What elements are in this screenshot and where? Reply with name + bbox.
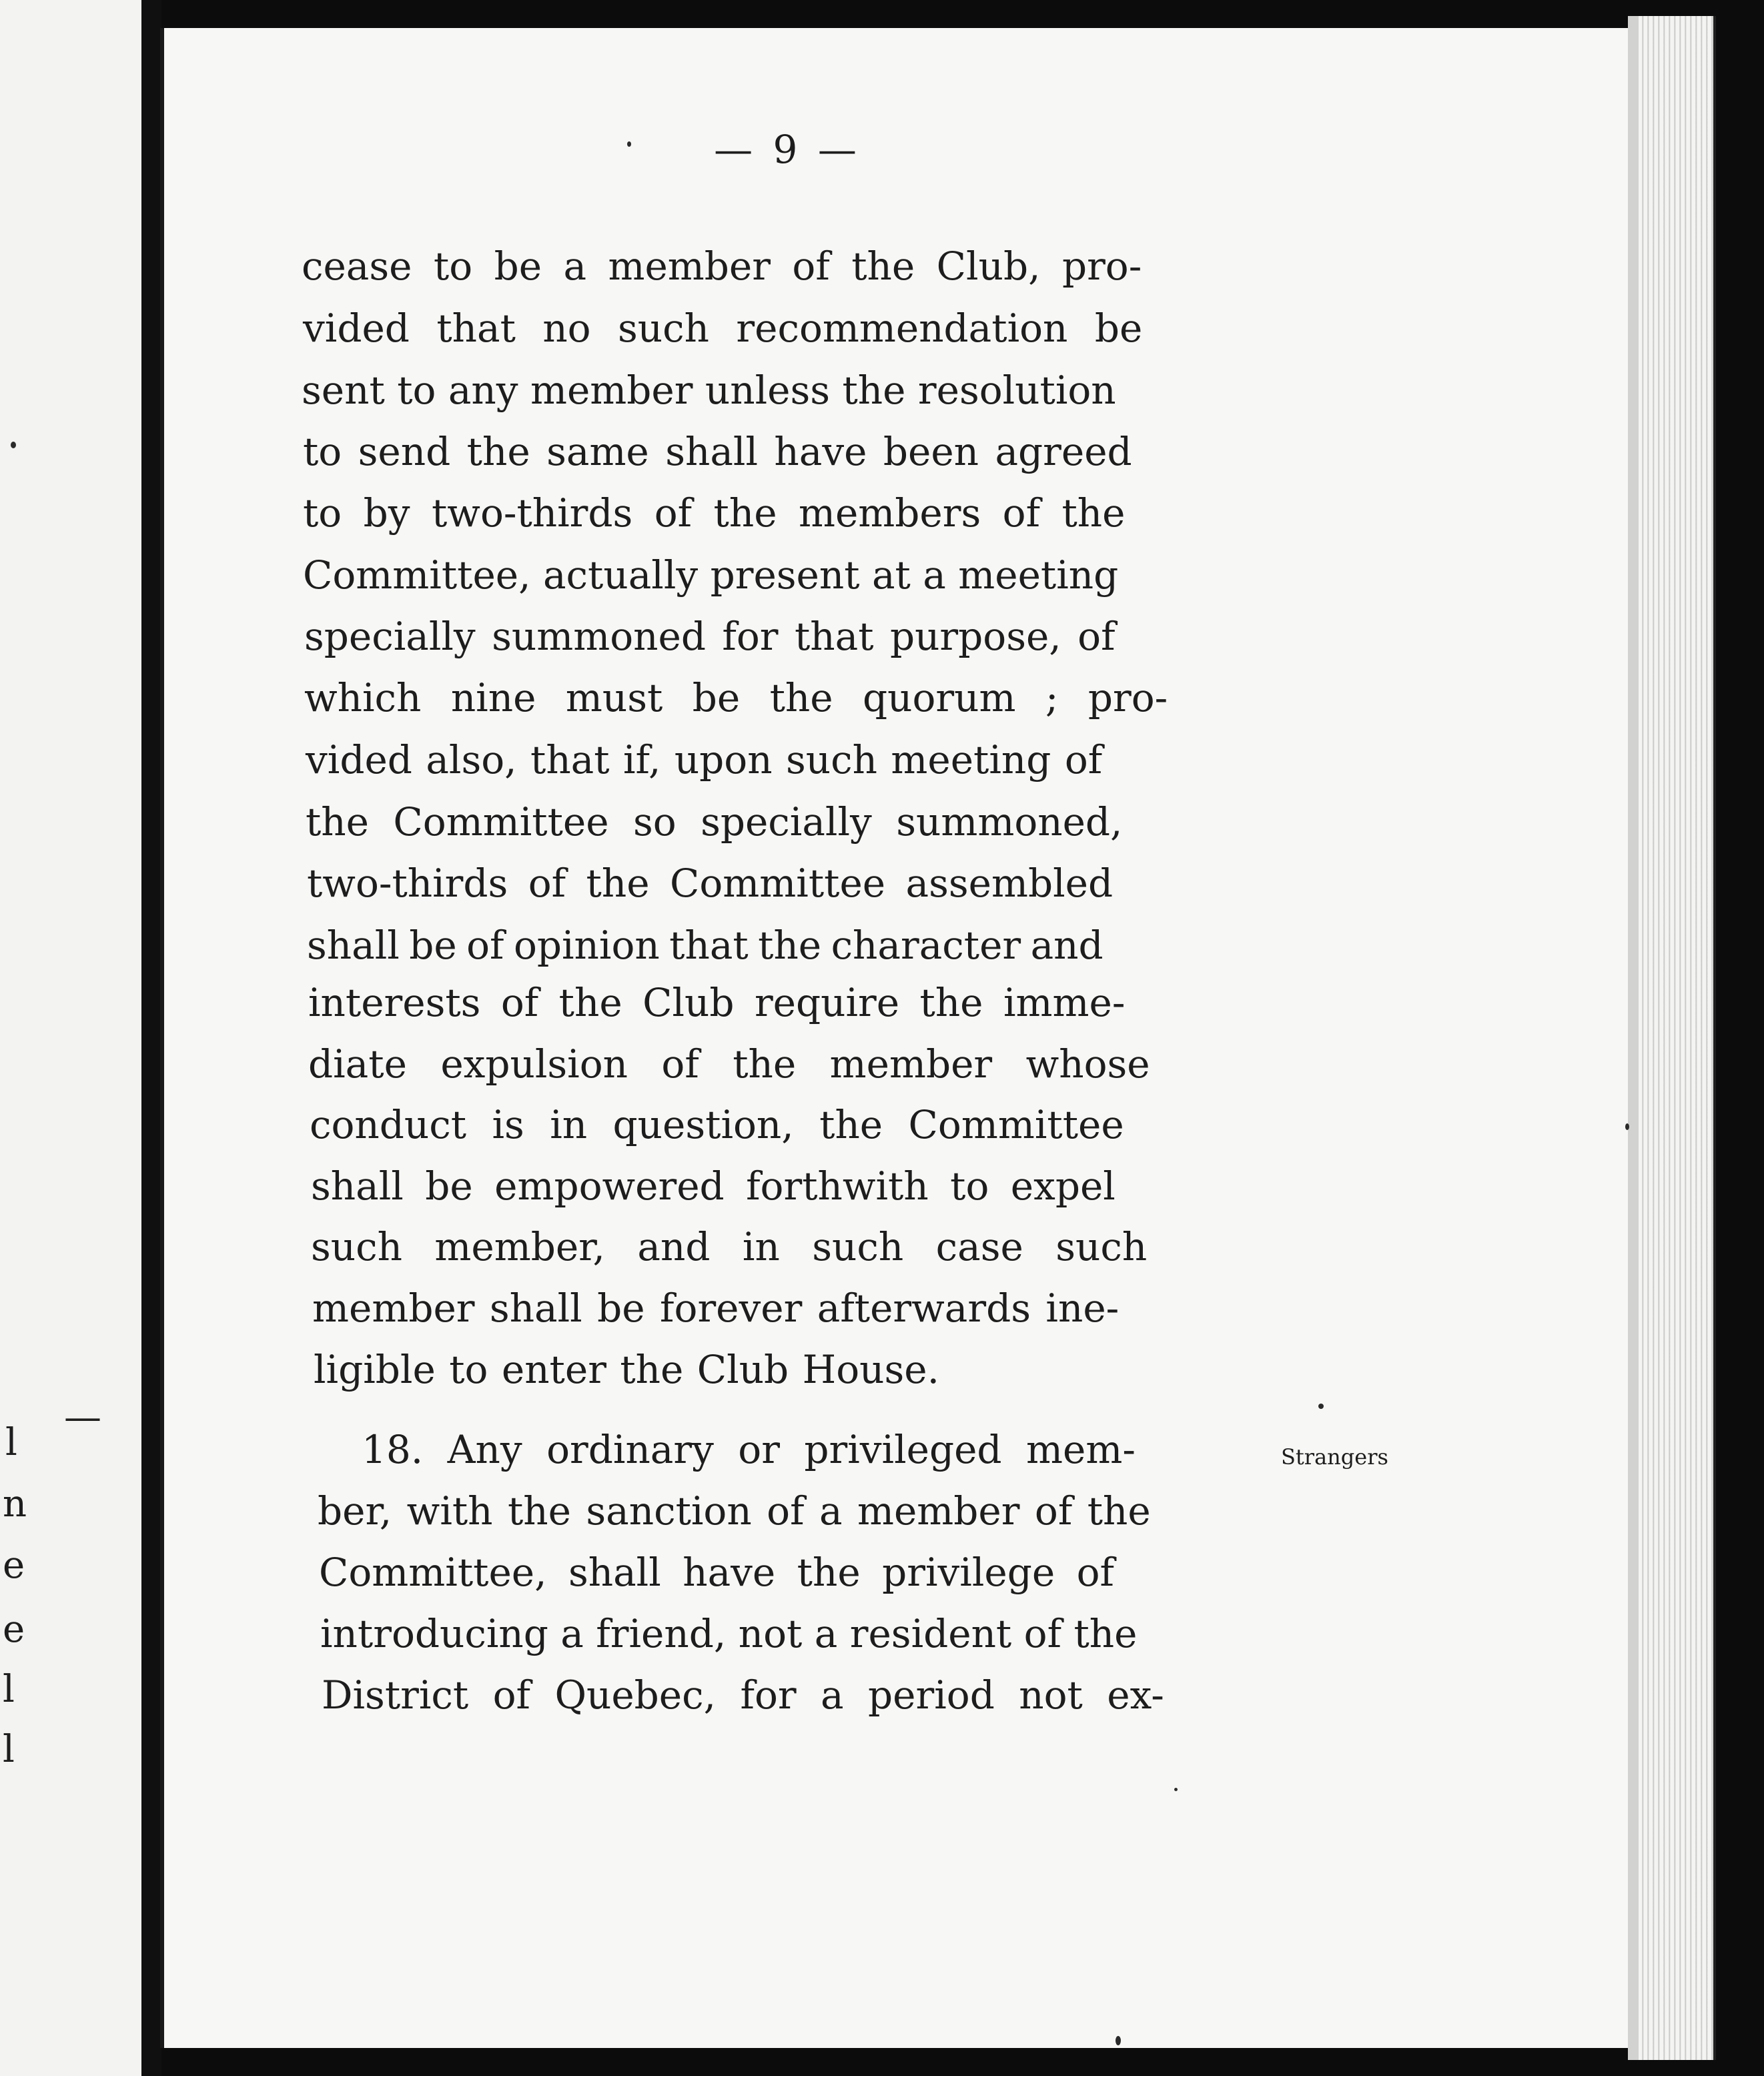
text-line: member shall be forever afterwards ine- [312, 1285, 1120, 1331]
text-line: cease to be a member of the Club, pro- [302, 243, 1142, 289]
text-line: vided also, that if, upon such meeting of [306, 737, 1103, 783]
text-line: shall be empowered forthwith to expel [311, 1163, 1116, 1209]
left-page-fragment: e [3, 1544, 25, 1587]
text-line: specially summoned for that purpose, of [304, 614, 1116, 659]
print-speck [1625, 1123, 1629, 1130]
text-line: introducing a friend, not a resident of the [320, 1611, 1138, 1656]
text-line: the Committee so specially summoned, [306, 799, 1123, 845]
left-page-edge [0, 0, 141, 2076]
text-line: 18. Any ordinary or privileged mem- [362, 1427, 1136, 1472]
print-speck [1116, 2036, 1121, 2045]
text-line: which nine must be the quorum ; pro- [304, 675, 1168, 720]
print-speck [11, 442, 16, 448]
margin-note: Strangers [1281, 1444, 1388, 1470]
text-line: sent to any member unless the resolution [302, 368, 1116, 413]
left-page-fragment: — [64, 1396, 101, 1439]
text-line: Committee, actually present at a meeting [303, 552, 1119, 598]
text-line: interests of the Club require the imme- [308, 980, 1126, 1025]
text-line: vided that no such recommendation be [303, 306, 1143, 351]
text-line: ligible to enter the Club House. [314, 1347, 939, 1392]
left-page-fragment: l [3, 1728, 15, 1771]
text-line: two-thirds of the Committee assembled [307, 861, 1114, 906]
left-page-fragment: e [3, 1608, 25, 1651]
text-line: conduct is in question, the Committee [310, 1102, 1124, 1147]
book-gutter [141, 0, 161, 2076]
text-line: shall be of opinion that the character and [307, 923, 1104, 968]
left-page-fragment: n [3, 1482, 27, 1526]
page-number: — 9 — [714, 127, 861, 172]
page-stack-edges [1639, 16, 1716, 2060]
print-speck [1318, 1404, 1324, 1409]
text-line: District of Quebec, for a period not ex- [322, 1672, 1164, 1718]
print-speck [627, 141, 631, 147]
text-line: ber, with the sanction of a member of the [318, 1488, 1151, 1534]
text-line: diate expulsion of the member whose [308, 1041, 1150, 1087]
print-speck [1174, 1788, 1178, 1791]
text-line: to send the same shall have been agreed [303, 429, 1132, 474]
text-line: to by two-thirds of the members of the [303, 490, 1126, 536]
left-page-fragment: l [3, 1668, 15, 1711]
text-line: Committee, shall have the privilege of [319, 1550, 1114, 1595]
text-line: such member, and in such case such [311, 1224, 1148, 1269]
left-page-fragment: l [5, 1421, 17, 1464]
